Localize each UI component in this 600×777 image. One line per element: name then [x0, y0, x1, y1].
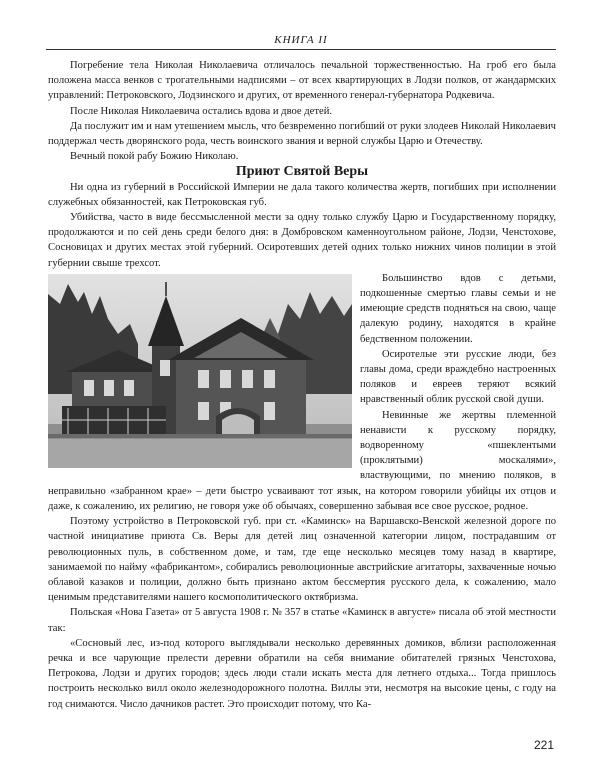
orphanage-building-photo — [48, 274, 352, 468]
paragraph: Погребение тела Николая Николаевича отличалось печальной торжественностью. На гроб его была положена масса венков с трогательными надписями – от всех квартирующих в Лодзи полков, от жандармских управлений: Петроковского, Лодзинского и других, от временного генерал-губернатора Родкевича. — [48, 60, 556, 102]
photo-image — [48, 274, 352, 468]
paragraph: Польская «Нова Газета» от 5 августа 1908 г. № 357 в статье «Каминск в августе» писала об этой местности так: — [48, 607, 556, 634]
page-body — [48, 58, 556, 712]
paragraph: Большинство вдов с детьми, подкошенные смертью главы семьи и не имеющие средств подняться на свою, чаще далекую родину, находятся в крайне бедственном положении. — [360, 272, 556, 345]
paragraph: Убийства, часто в виде бессмысленной мести за одну только службу Царю и Государственному порядку, продолжаются и по сей день среди белого дня: в Домбровском каменноугольном районе, Лодзи, Ченстохове, Сосновицах и других местах этой губерний. Осиротевших детей одних только нижних чинов полиции в этой губернии свыше трехсот. — [48, 212, 556, 269]
paragraph: Осиротелые эти русские люди, без главы дома, среди враждебно настроенных поляков и евреев теряют всякий нравственный облик русской свой души. — [360, 348, 556, 406]
paragraph: «Сосновый лес, из-под которого выглядывали несколько деревянных домиков, вблизи расположенная речка и все чарующие прелести деревни обратили на себя внимание обитателей грязных Ченстохова, Петрокова, Лодзи и других городов; здесь люди стали искать места для летнего отдыха... Тогда пришлось построить несколько вилл около железнодорожного полотна. Виллы эти, несмотря на высокие цены, с году на год снимаются. Число дачников растет. Это происходит потому, что Ка- — [48, 637, 556, 710]
paragraph: Вечный покой рабу Божию Николаю. — [70, 151, 239, 163]
running-header: КНИГА II — [46, 34, 556, 50]
section-title: Приют Святой Веры — [235, 164, 369, 180]
paragraph: Поэтому устройство в Петроковской губ. при ст. «Каминск» на Варшавско-Венской железной дороге по частной инициативе приюта Св. Веры для детей лиц означенной категории лицом, пострадавшим от революционных пуль, в собственном доме, и там, где еще несколько месяцев тому назад в квартире, занимаемой по найму «фабрикантом», собирались революционные австрийские агитаторы, захваченные ночью облавой казаков и полиции, должно быть признано актом бессмертия русского дела, к сожалению, мало ценимым представителями нашего космополитического октябризма. — [48, 516, 556, 604]
paragraph: Невинные же жертвы племенной ненависти к русскому порядку, водворенному «пшеклентыми (проклятыми) москалями», властвующими, по мнению поляков, в неправильно «забранном крае» – дети быстро усваивают тот язык, на котором говорили убийцы их отцов и даже, к сожалению, их религию, не говоря уже об обычаях, совершенно забывая все свое русское, родное. — [48, 409, 556, 512]
page-number: 221 — [533, 738, 554, 752]
paragraph: Ни одна из губерний в Российской Империи не дала такого количества жертв, погибших при исполнении служебных обязанностей, как Петроковская губ. — [48, 181, 556, 208]
paragraph: Да послужит им и нам утешением мысль, что безвременно погибший от руки злодеев Николай Николаевич поддержал честь дворянского рода, честь воинского звания и верной службы Царю и Отечеству. — [48, 120, 556, 148]
paragraph: После Николая Николаевича остались вдова и двое детей. — [70, 105, 333, 117]
